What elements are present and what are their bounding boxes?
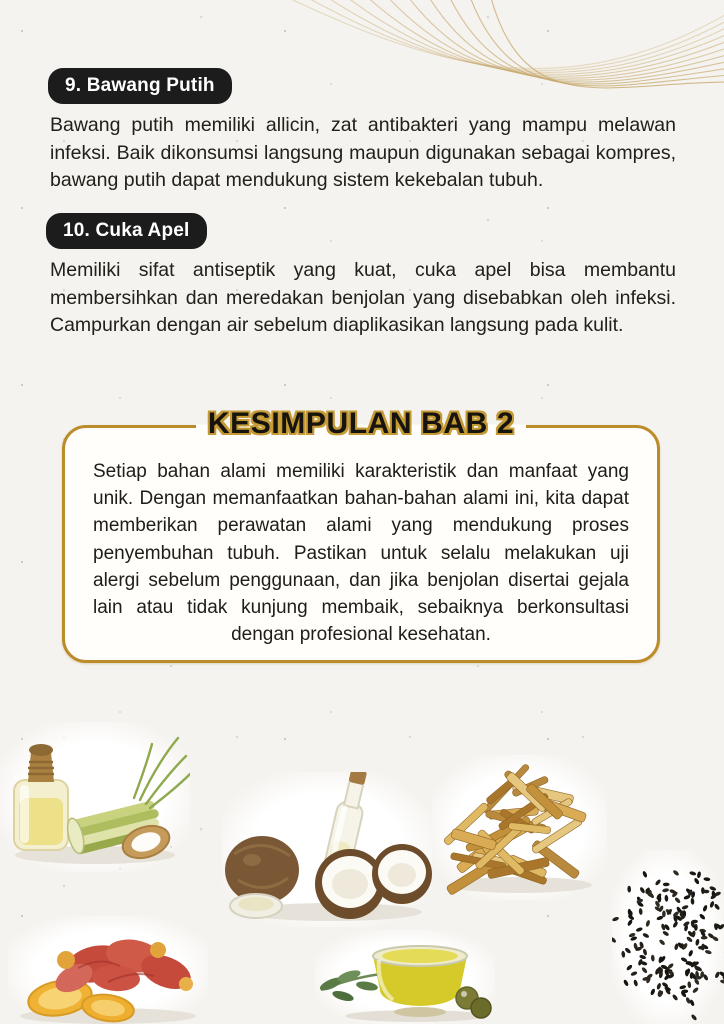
paragraph-cuka-apel: Memiliki sifat antiseptik yang kuat, cuka apel bisa membantu membersihkan dan meredakan benjolan yang disebabkan oleh infeksi. Campurkan dengan air sebelum diaplikasikan langsung pada kulit. [50, 259, 676, 336]
red-ginger-illustration [8, 916, 208, 1024]
conclusion-title: KESIMPULAN BAB 2 [196, 407, 526, 441]
olive-oil-illustration [315, 930, 495, 1024]
red-ginger-image [8, 916, 208, 1024]
sandalwood-illustration [432, 755, 607, 900]
section-badge-cuka-apel [46, 213, 207, 249]
coconut-oil-image [222, 772, 432, 927]
conclusion-box [62, 407, 660, 663]
paragraph-bawang-putih: Bawang putih memiliki allicin, zat antibakteri yang mampu melawan infeksi. Baik dikonsumsi langsung maupun digunakan sebagai kompres, bawang putih dapat mendukung sistem kekebalan tubuh. [50, 114, 676, 191]
sandalwood-sticks-image [432, 755, 607, 900]
coconut-oil-illustration [222, 772, 432, 927]
conclusion-title-row [65, 407, 657, 441]
black-seeds-illustration [612, 850, 724, 1024]
badge-label: 10. Cuka Apel [63, 220, 190, 241]
lemongrass-oil-illustration [0, 722, 190, 872]
badge-label: 9. Bawang Putih [65, 75, 215, 96]
gold-swoosh-decoration [274, 0, 724, 125]
olive-oil-image [315, 930, 495, 1024]
lemongrass-essential-oil-image [0, 722, 190, 872]
black-cumin-seeds-image [612, 850, 724, 1024]
section-badge-bawang-putih [48, 68, 232, 104]
conclusion-body: Setiap bahan alami memiliki karakteristik dan manfaat yang unik. Dengan memanfaatkan bahan-bahan alami ini, kita dapat memberikan perawatan alami yang mendukung proses penyembuhan tubuh. Pastikan untuk selalu melakukan uji alergi sebelum penggunaan, dan jika benjolan disertai gejala lain atau tidak kunjung membaik, sebaiknya berkonsultasi dengan profesional kesehatan. [93, 461, 629, 646]
